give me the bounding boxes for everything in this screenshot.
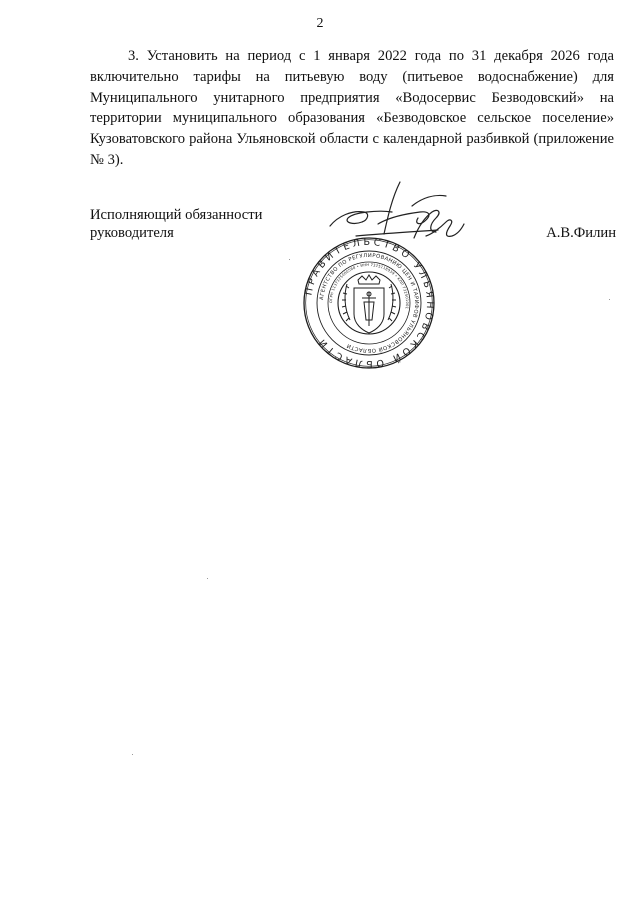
svg-text:ОГРН 1137325000588 • ИНН 73251: ОГРН 1137325000588 • ИНН 7325118939 • КПП 732501001 xyxy=(328,262,410,310)
official-seal xyxy=(302,236,436,370)
signatory-position-line2: руководителя xyxy=(90,225,174,241)
svg-text:ПРАВИТЕЛЬСТВО УЛЬЯНОВСКОЙ ОБЛА: ПРАВИТЕЛЬСТВО УЛЬЯНОВСКОЙ ОБЛАСТИ xyxy=(303,236,436,370)
scan-speck xyxy=(609,299,610,300)
tariff-paragraph-text: 3. Установить на период с 1 января 2022 года по 31 декабря 2026 года включительно тарифы на питьевую воду (питьевое водоснабжение) для Муниципального унитарного предприятия «Водосервис Безводовский» на территории муниципального образования «Безводовское сельское поселение» Кузоватовского района Ульяновской области с календарной разбивкой (приложение № 3). xyxy=(90,48,614,168)
svg-text:АГЕНТСТВО ПО РЕГУЛИРОВАНИЮ ЦЕН: АГЕНТСТВО ПО РЕГУЛИРОВАНИЮ ЦЕН И ТАРИФОВ УЛЬЯНОВСКОЙ ОБЛАСТИ xyxy=(319,252,420,354)
signatory-position-line1: Исполняющий обязанности xyxy=(90,207,263,223)
scan-speck xyxy=(132,754,133,755)
tariff-paragraph xyxy=(90,46,614,171)
scan-speck xyxy=(289,259,290,260)
scan-speck xyxy=(207,578,208,579)
signatory-name: А.В.Филин xyxy=(546,225,616,241)
page-number: 2 xyxy=(316,16,324,31)
signatory-position xyxy=(90,206,262,242)
